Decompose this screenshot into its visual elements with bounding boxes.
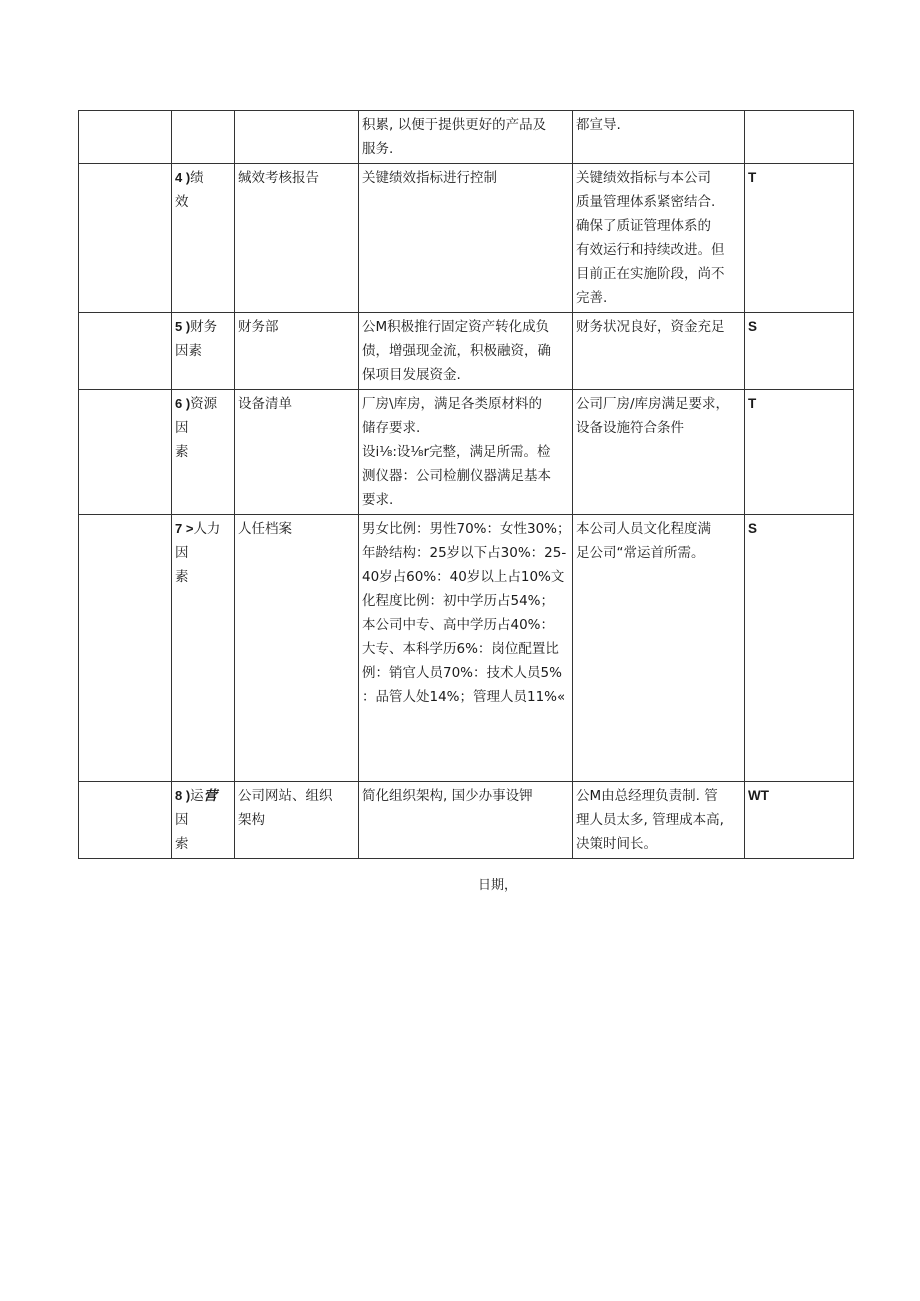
evaluation-cell [573,111,745,164]
factor-line [175,832,231,856]
content-line: 例：销官人员70%：技术人员5% [362,665,562,681]
swot-code-cell: S [745,313,854,390]
evaluation-line: 设备设施符合条件 [576,420,684,436]
factor-text: 索 [175,836,189,852]
content-line: 40岁占60%：40岁以上占10%文 [362,569,565,585]
factor-line [175,339,231,363]
source-line: 架构 [238,812,265,828]
factor-text: 因 [175,545,189,561]
source-cell [235,782,359,859]
content-line: 储存要求. [362,420,421,436]
content-cell [359,782,573,859]
blank-cell [79,515,172,782]
content-line: 保项目发展资金. [362,367,461,383]
swot-factor-table [78,110,854,859]
blank-cell [79,164,172,313]
table-row [79,164,854,313]
source-cell [235,111,359,164]
factor-number: 6 ) [175,396,191,411]
factor-line [175,808,231,832]
content-line: 服务. [362,141,394,157]
evaluation-line: 公M由总经理负责制. 管 [576,788,718,804]
content-line: 年龄结构：25岁以下占30%：25- [362,545,567,561]
evaluation-cell [573,164,745,313]
factor-text: 人力 [193,521,221,537]
factor-line [175,565,231,589]
factor-text: 因 [175,420,189,436]
source-cell [235,313,359,390]
evaluation-line: 确保了质证管理体系的 [576,218,711,234]
content-line: 积累, 以便于提供更好的产品及 [362,117,547,133]
content-line: 大专、本科学历6%：岗位配置比 [362,641,559,657]
content-line: 债，增强现金流，积极融资，确 [362,343,551,359]
factor-line [175,315,231,339]
date-label: 日期， [478,877,518,892]
evaluation-line: 都宣导. [576,117,621,133]
blank-cell [79,782,172,859]
evaluation-line: 决策时间长。 [576,836,657,852]
table-row [79,515,854,782]
evaluation-line: 本公司人员文化程度满 [576,521,711,537]
factor-text: 效 [175,194,189,210]
factor-cell [172,164,235,313]
content-line: 公M积极推行固定资产转化成负 [362,319,550,335]
source-cell [235,164,359,313]
evaluation-cell [573,515,745,782]
factor-line [175,517,231,541]
content-line: 设i⅛:设⅛r完整，满足所需。检 [362,444,551,460]
swot-code-cell: WT [745,782,854,859]
factor-cell [172,782,235,859]
factor-line [175,440,231,464]
blank-cell [79,313,172,390]
factor-cell [172,515,235,782]
evaluation-line: 足公司“常运首所需。 [576,545,705,561]
evaluation-line: 理人员太多, 管理成本高, [576,812,724,828]
content-cell [359,515,573,782]
content-cell [359,111,573,164]
evaluation-line: 财务状况良好，资金充足 [576,319,725,335]
factor-line [175,541,231,565]
evaluation-line: 目前正在实施阶段，尚不 [576,266,725,282]
source-cell [235,390,359,515]
content-line: 关键绩效指标进行控制 [362,170,497,186]
factor-line [175,166,231,190]
factor-text: 素 [175,444,189,460]
factor-cell [172,390,235,515]
table-row [79,313,854,390]
factor-text-emphasis: 营 [203,788,218,804]
table-row [79,111,854,164]
swot-code-cell: T [745,390,854,515]
content-line: 本公司中专、高中学历占40%： [362,617,555,633]
content-cell [359,164,573,313]
content-line: 男女比例：男性70%：女性30%； [362,521,571,537]
swot-code-cell [745,111,854,164]
source-cell [235,515,359,782]
factor-text: 因素 [175,343,202,359]
table-row [79,390,854,515]
factor-text: 资源 [190,396,218,412]
evaluation-line: 有效运行和持续改进。但 [576,242,725,258]
factor-text: 因 [175,812,189,828]
factor-line [175,392,231,416]
factor-text: 绩 [190,170,204,186]
evaluation-line: 完善. [576,290,608,306]
factor-line [175,784,231,808]
content-cell [359,313,573,390]
factor-number: 5 ) [175,319,191,334]
factor-text: 运 [190,788,204,804]
content-line: 简化组织架构, 国少办事设钾 [362,788,533,804]
evaluation-line: 关键绩效指标与本公司 [576,170,711,186]
evaluation-line: 质量管理体系紧密结合. [576,194,716,210]
evaluation-cell [573,390,745,515]
content-line: 化程度比例：初中学历占54%； [362,593,555,609]
content-line: 厂房\库房，满足各类原材料的 [362,396,543,412]
swot-code-cell: T [745,164,854,313]
content-line: 测仪器：公司检蒯仪器满足基本 [362,468,551,484]
factor-number: 4 ) [175,170,191,185]
content-line: ：品管人处14%；管理人员11%« [362,689,566,705]
factor-cell [172,313,235,390]
source-line: 缄效考核报告 [238,170,319,186]
source-line: 财务部 [238,319,279,335]
factor-number: 7 > [175,521,194,536]
swot-code-cell: S [745,515,854,782]
factor-text: 素 [175,569,189,585]
content-cell [359,390,573,515]
content-line: 要求. [362,492,394,508]
source-line: 设备清单 [238,396,292,412]
factor-cell [172,111,235,164]
evaluation-line: 公司厂房/库房满足要求， [576,396,730,412]
factor-number: 8 ) [175,788,191,803]
evaluation-cell [573,313,745,390]
factor-text: 财务 [190,319,218,335]
evaluation-cell [573,782,745,859]
factor-line [175,190,231,214]
source-line: 人任档案 [238,521,292,537]
table-row [79,782,854,859]
blank-cell [79,111,172,164]
blank-cell [79,390,172,515]
factor-line [175,416,231,440]
source-line: 公司网站、组织 [238,788,333,804]
